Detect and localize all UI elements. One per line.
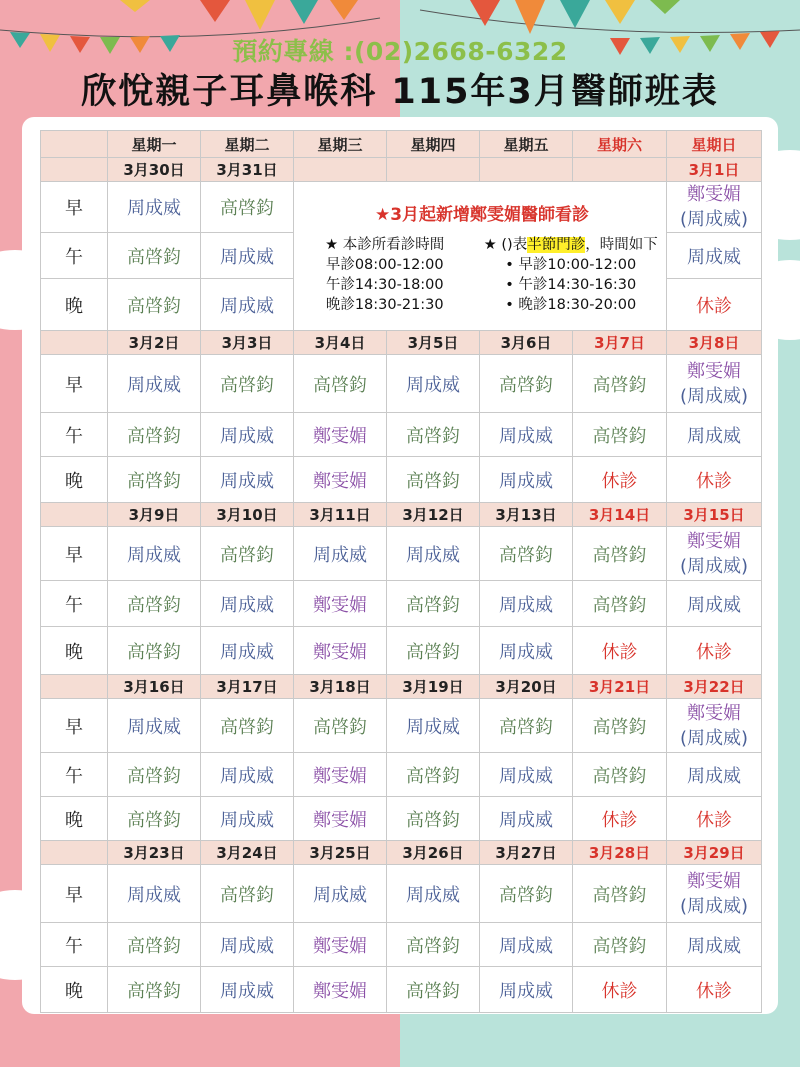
doctor-name: 高啓鈞	[499, 716, 553, 738]
slot-row-afternoon	[41, 413, 762, 457]
doctor-cell	[667, 753, 762, 797]
notice-line: 午診14:30-18:00	[325, 276, 444, 293]
date-row-corner	[41, 331, 108, 355]
weekday-header: 星期二	[201, 131, 294, 158]
slot-row-evening	[41, 967, 762, 1013]
doctor-cell	[294, 581, 387, 627]
doctor-name: 高啓鈞	[499, 884, 553, 906]
doctor-name: 高啓鈞	[127, 809, 181, 831]
closed-cell	[573, 627, 667, 675]
period-label: 早	[41, 865, 108, 923]
date-cell: 3月11日	[294, 503, 387, 527]
doctor-name: 高啓鈞	[592, 544, 647, 566]
doctor-name: 高啓鈞	[127, 295, 181, 317]
date-cell: 3月17日	[201, 675, 294, 699]
doctor-name: 高啓鈞	[406, 594, 460, 616]
date-cell: 3月6日	[480, 331, 573, 355]
doctor-name: 周成威	[220, 470, 274, 492]
doctor-name: 周成威	[220, 594, 274, 616]
weekday-header: 星期四	[387, 131, 480, 158]
doctor-cell	[480, 923, 573, 967]
doctor-name: 高啓鈞	[127, 594, 181, 616]
doctor-name: 高啓鈞	[220, 374, 274, 396]
slot-row-evening	[41, 797, 762, 841]
period-label: 午	[41, 233, 108, 279]
date-cell: 3月15日	[667, 503, 762, 527]
doctor-cell	[201, 457, 294, 503]
doctor-cell	[294, 355, 387, 413]
doctor-cell	[387, 753, 480, 797]
doctor-name: 周成威	[220, 246, 274, 268]
closed-cell	[573, 457, 667, 503]
doctor-cell	[387, 527, 480, 581]
doctor-cell	[480, 865, 573, 923]
date-row	[41, 675, 762, 699]
notice-suffix: ，時間如下	[585, 236, 658, 253]
doctor-cell	[201, 865, 294, 923]
notice-line: • 晚診18:30-20:00	[505, 296, 637, 313]
date-cell: 3月1日	[667, 158, 762, 182]
doctor-name: 高啓鈞	[406, 470, 460, 492]
doctor-pair	[667, 359, 761, 409]
doctor-name: 鄭雯媚	[313, 470, 367, 492]
doctor-cell	[387, 923, 480, 967]
slot-row-morning	[41, 182, 762, 233]
doctor-name: 周成威	[127, 884, 181, 906]
doctor-cell	[480, 355, 573, 413]
doctor-name: 周成威	[406, 884, 460, 906]
period-label: 晚	[41, 279, 108, 331]
doctor-cell	[201, 527, 294, 581]
doctor-name: 高啓鈞	[127, 425, 181, 447]
date-cell: 3月30日	[108, 158, 201, 182]
doctor-name: 高啓鈞	[127, 935, 181, 957]
schedule-table	[40, 130, 762, 1013]
date-cell: 3月29日	[667, 841, 762, 865]
doctor-name: 鄭雯媚	[687, 702, 741, 724]
doctor-cell	[108, 182, 201, 233]
date-cell: 3月23日	[108, 841, 201, 865]
doctor-name: 周成威	[220, 295, 274, 317]
doctor-name: 高啓鈞	[499, 544, 553, 566]
doctor-cell	[201, 797, 294, 841]
doctor-name: 周成威	[313, 884, 367, 906]
slot-row-morning	[41, 865, 762, 923]
doctor-cell	[573, 753, 667, 797]
doctor-name: 高啓鈞	[592, 765, 647, 787]
period-label: 晚	[41, 967, 108, 1013]
notice-hours	[294, 235, 475, 315]
doctor-pair	[667, 529, 761, 579]
doctor-name: 高啓鈞	[220, 198, 274, 219]
date-cell: 3月9日	[108, 503, 201, 527]
slot-row-morning	[41, 355, 762, 413]
closed-label: 休診	[601, 809, 638, 831]
closed-label: 休診	[601, 641, 638, 663]
doctor-cell	[387, 355, 480, 413]
doctor-name: 高啓鈞	[127, 246, 181, 268]
date-cell: 3月16日	[108, 675, 201, 699]
closed-cell	[667, 457, 762, 503]
doctor-cell	[387, 627, 480, 675]
date-cell: 3月28日	[573, 841, 667, 865]
notice-panel	[294, 182, 667, 331]
period-label: 午	[41, 753, 108, 797]
doctor-cell	[573, 923, 667, 967]
doctor-cell	[294, 753, 387, 797]
doctor-name: 周成威	[499, 765, 553, 787]
date-row	[41, 331, 762, 355]
doctor-name: 周成威	[499, 809, 553, 831]
doctor-name: 高啓鈞	[127, 641, 181, 663]
doctor-name: 鄭雯媚	[313, 980, 367, 1002]
weekday-header: 星期日	[667, 131, 762, 158]
doctor-cell	[480, 699, 573, 753]
doctor-cell	[573, 699, 667, 753]
date-cell: 3月26日	[387, 841, 480, 865]
date-cell: 3月18日	[294, 675, 387, 699]
doctor-pair	[667, 701, 761, 751]
date-cell: 3月24日	[201, 841, 294, 865]
doctor-cell	[201, 279, 294, 331]
date-row-corner	[41, 158, 108, 182]
page-title: 欣悅親子耳鼻喉科 115年3月醫師班表	[81, 72, 719, 112]
closed-label: 休診	[696, 641, 732, 663]
doctor-name: 周成威	[687, 765, 741, 787]
doctor-cell	[573, 581, 667, 627]
doctor-cell	[480, 413, 573, 457]
doctor-cell	[201, 233, 294, 279]
doctor-name: 周成威	[499, 425, 553, 447]
doctor-name: 鄭雯媚	[687, 530, 741, 552]
doctor-cell	[667, 413, 762, 457]
doctor-name: 高啓鈞	[406, 425, 460, 447]
doctor-cell	[387, 413, 480, 457]
doctor-name: 鄭雯媚	[313, 641, 367, 663]
doctor-name: 鄭雯媚	[313, 594, 367, 616]
doctor-cell	[573, 527, 667, 581]
doctor-name-half: (周成威)	[679, 727, 749, 749]
doctor-name: 高啓鈞	[499, 374, 553, 396]
doctor-cell	[480, 753, 573, 797]
notice-line: 晚診18:30-21:30	[325, 296, 444, 313]
date-row	[41, 158, 762, 182]
doctor-cell	[480, 527, 573, 581]
doctor-cell	[667, 182, 762, 233]
doctor-cell	[294, 865, 387, 923]
doctor-cell	[667, 923, 762, 967]
date-cell: 3月13日	[480, 503, 573, 527]
doctor-cell	[387, 967, 480, 1013]
period-label: 早	[41, 355, 108, 413]
doctor-cell	[108, 527, 201, 581]
doctor-name: 高啓鈞	[313, 716, 367, 738]
period-label: 午	[41, 413, 108, 457]
doctor-pair	[667, 869, 761, 919]
date-row-corner	[41, 841, 108, 865]
weekday-header: 星期三	[294, 131, 387, 158]
doctor-name: 高啓鈞	[406, 765, 460, 787]
doctor-name: 高啓鈞	[406, 641, 460, 663]
date-cell: 3月31日	[201, 158, 294, 182]
doctor-name: 高啓鈞	[127, 470, 181, 492]
doctor-cell	[108, 797, 201, 841]
doctor-name: 鄭雯媚	[313, 935, 367, 957]
period-label: 早	[41, 182, 108, 233]
doctor-name: 鄭雯媚	[687, 870, 741, 892]
doctor-name: 周成威	[687, 935, 741, 957]
doctor-cell	[108, 279, 201, 331]
doctor-name: 高啓鈞	[220, 716, 274, 738]
date-cell: 3月20日	[480, 675, 573, 699]
booking-phone: 預約專線 :(02)2668-6322	[232, 37, 568, 66]
doctor-name: 鄭雯媚	[313, 425, 367, 447]
date-row-corner	[41, 503, 108, 527]
doctor-name: 周成威	[127, 716, 181, 738]
doctor-cell	[667, 699, 762, 753]
closed-cell	[573, 797, 667, 841]
doctor-name: 周成威	[220, 809, 274, 831]
weekday-header: 星期六	[573, 131, 667, 158]
doctor-name: 周成威	[127, 198, 181, 219]
doctor-name: 高啓鈞	[592, 425, 647, 447]
doctor-name: 高啓鈞	[592, 884, 647, 906]
date-cell: 3月21日	[573, 675, 667, 699]
notice-line: • 午診14:30-16:30	[505, 276, 637, 293]
slot-row-afternoon	[41, 753, 762, 797]
doctor-cell	[294, 627, 387, 675]
doctor-name: 周成威	[127, 544, 181, 566]
doctor-cell	[294, 797, 387, 841]
doctor-cell	[387, 581, 480, 627]
doctor-name: 鄭雯媚	[313, 809, 367, 831]
doctor-name: 周成威	[499, 470, 553, 492]
doctor-name: 周成威	[499, 594, 553, 616]
notice-highlight: 半節門診	[527, 236, 586, 253]
doctor-cell	[108, 865, 201, 923]
closed-cell	[573, 967, 667, 1013]
closed-cell	[667, 627, 762, 675]
doctor-name-half: (周成威)	[679, 385, 749, 407]
doctor-cell	[108, 753, 201, 797]
doctor-cell	[573, 355, 667, 413]
doctor-cell	[480, 627, 573, 675]
doctor-cell	[294, 699, 387, 753]
closed-label: 休診	[696, 980, 732, 1002]
doctor-name: 周成威	[499, 935, 553, 957]
doctor-cell	[108, 699, 201, 753]
doctor-name: 高啓鈞	[220, 544, 274, 566]
header-corner-cell	[41, 131, 108, 158]
doctor-name: 高啓鈞	[406, 935, 460, 957]
doctor-name: 周成威	[499, 980, 553, 1002]
closed-label: 休診	[601, 980, 638, 1002]
closed-label: 休診	[601, 470, 638, 492]
doctor-pair	[667, 182, 761, 232]
date-cell	[480, 158, 573, 182]
doctor-cell	[480, 581, 573, 627]
doctor-cell	[387, 865, 480, 923]
doctor-cell	[294, 967, 387, 1013]
doctor-cell	[480, 967, 573, 1013]
weekday-header: 星期一	[108, 131, 201, 158]
doctor-name-half: (周成威)	[679, 209, 749, 230]
notice-columns	[294, 235, 666, 315]
doctor-cell	[667, 865, 762, 923]
period-label: 晚	[41, 797, 108, 841]
period-label: 早	[41, 527, 108, 581]
doctor-name: 周成威	[220, 425, 274, 447]
date-cell: 3月5日	[387, 331, 480, 355]
closed-label: 休診	[696, 809, 732, 831]
doctor-cell	[294, 923, 387, 967]
closed-cell	[667, 279, 762, 331]
date-cell: 3月19日	[387, 675, 480, 699]
doctor-cell	[108, 413, 201, 457]
doctor-cell	[108, 967, 201, 1013]
doctor-cell	[480, 457, 573, 503]
notice-headline: ★3月起新增鄭雯媚醫師看診	[374, 204, 590, 225]
doctor-cell	[667, 527, 762, 581]
date-cell: 3月3日	[201, 331, 294, 355]
slot-row-morning	[41, 699, 762, 753]
doctor-cell	[201, 581, 294, 627]
doctor-cell	[294, 413, 387, 457]
doctor-name: 周成威	[313, 544, 367, 566]
date-cell: 3月12日	[387, 503, 480, 527]
weekday-header-row	[41, 131, 762, 158]
doctor-cell	[108, 627, 201, 675]
doctor-cell	[387, 797, 480, 841]
doctor-name: 高啓鈞	[127, 765, 181, 787]
date-row-corner	[41, 675, 108, 699]
doctor-name: 鄭雯媚	[687, 184, 741, 205]
doctor-name: 周成威	[220, 935, 274, 957]
doctor-cell	[108, 923, 201, 967]
slot-row-afternoon	[41, 581, 762, 627]
date-cell: 3月22日	[667, 675, 762, 699]
doctor-name-half: (周成威)	[679, 555, 749, 577]
doctor-name: 高啓鈞	[127, 980, 181, 1002]
period-label: 午	[41, 923, 108, 967]
doctor-cell	[573, 413, 667, 457]
doctor-name: 高啓鈞	[592, 716, 647, 738]
doctor-cell	[201, 699, 294, 753]
doctor-cell	[201, 413, 294, 457]
date-cell: 3月2日	[108, 331, 201, 355]
doctor-cell	[108, 581, 201, 627]
doctor-cell	[480, 797, 573, 841]
closed-cell	[667, 797, 762, 841]
doctor-cell	[108, 233, 201, 279]
doctor-cell	[201, 182, 294, 233]
doctor-name: 鄭雯媚	[313, 765, 367, 787]
date-cell: 3月25日	[294, 841, 387, 865]
slot-row-afternoon	[41, 923, 762, 967]
period-label: 早	[41, 699, 108, 753]
date-cell: 3月4日	[294, 331, 387, 355]
doctor-cell	[294, 527, 387, 581]
date-cell: 3月7日	[573, 331, 667, 355]
date-cell: 3月27日	[480, 841, 573, 865]
doctor-name: 高啓鈞	[592, 594, 647, 616]
closed-cell	[667, 967, 762, 1013]
doctor-cell	[201, 627, 294, 675]
period-label: 晚	[41, 627, 108, 675]
doctor-name: 高啓鈞	[313, 374, 367, 396]
doctor-cell	[108, 355, 201, 413]
doctor-cell	[294, 457, 387, 503]
doctor-name: 周成威	[220, 980, 274, 1002]
doctor-name: 鄭雯媚	[687, 360, 741, 382]
doctor-cell	[667, 581, 762, 627]
date-cell	[294, 158, 387, 182]
doctor-name: 周成威	[406, 374, 460, 396]
doctor-name: 高啓鈞	[406, 809, 460, 831]
doctor-name: 周成威	[220, 641, 274, 663]
slot-row-evening	[41, 627, 762, 675]
doctor-name: 高啓鈞	[220, 884, 274, 906]
doctor-name: 周成威	[406, 716, 460, 738]
closed-label: 休診	[696, 295, 732, 317]
weekday-header: 星期五	[480, 131, 573, 158]
period-label: 午	[41, 581, 108, 627]
notice-line	[475, 235, 666, 255]
doctor-name: 周成威	[220, 765, 274, 787]
period-label: 晚	[41, 457, 108, 503]
date-row	[41, 503, 762, 527]
date-cell	[387, 158, 480, 182]
doctor-cell	[667, 233, 762, 279]
doctor-name: 周成威	[687, 594, 741, 616]
doctor-name: 高啓鈞	[406, 980, 460, 1002]
notice-line: • 早診10:00-12:00	[505, 256, 637, 273]
doctor-cell	[108, 457, 201, 503]
doctor-name: 周成威	[687, 425, 741, 447]
doctor-cell	[201, 923, 294, 967]
doctor-name: 周成威	[127, 374, 181, 396]
doctor-cell	[201, 355, 294, 413]
date-cell	[573, 158, 667, 182]
notice-prefix: ★ ()表	[483, 236, 528, 253]
doctor-cell	[573, 865, 667, 923]
doctor-cell	[201, 753, 294, 797]
doctor-name: 高啓鈞	[592, 935, 647, 957]
date-cell: 3月8日	[667, 331, 762, 355]
doctor-name-half: (周成威)	[679, 895, 749, 917]
notice-line: ★ 本診所看診時間	[325, 236, 445, 253]
doctor-name: 周成威	[687, 246, 741, 268]
slot-row-morning	[41, 527, 762, 581]
doctor-cell	[387, 699, 480, 753]
date-cell: 3月14日	[573, 503, 667, 527]
slot-row-evening	[41, 457, 762, 503]
doctor-name: 周成威	[499, 641, 553, 663]
date-cell: 3月10日	[201, 503, 294, 527]
doctor-cell	[667, 355, 762, 413]
date-row	[41, 841, 762, 865]
doctor-cell	[201, 967, 294, 1013]
doctor-cell	[387, 457, 480, 503]
notice-line: 早診08:00-12:00	[325, 256, 444, 273]
closed-label: 休診	[696, 470, 732, 492]
doctor-name: 高啓鈞	[592, 374, 647, 396]
notice-half-session	[475, 235, 666, 315]
doctor-name: 周成威	[406, 544, 460, 566]
